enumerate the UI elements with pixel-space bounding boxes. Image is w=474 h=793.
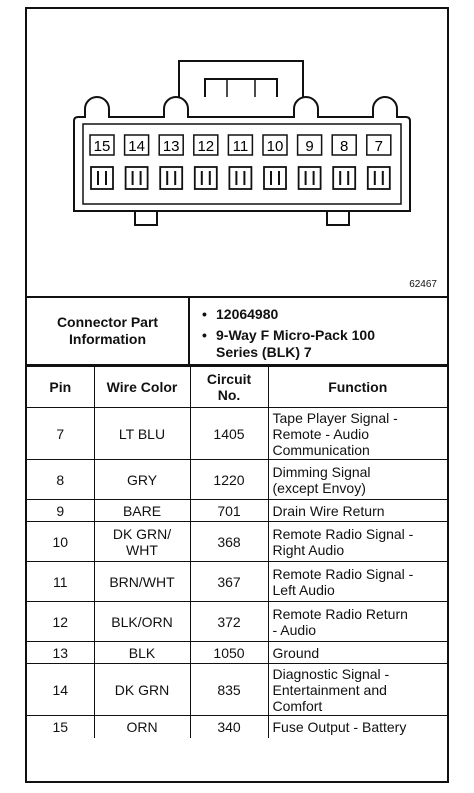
bullet: • bbox=[202, 306, 207, 322]
function-cell bbox=[268, 716, 447, 738]
terminal-slot bbox=[133, 171, 141, 185]
header-function: Function bbox=[268, 367, 447, 408]
description-line1: 9-Way F Micro-Pack 100 bbox=[216, 327, 375, 343]
wire-color-line: DK GRN bbox=[114, 681, 170, 698]
terminal-cavity bbox=[299, 167, 321, 189]
terminal-slot bbox=[340, 171, 348, 185]
function-line: Drain Wire Return bbox=[272, 502, 385, 519]
figure-number: 62467 bbox=[409, 279, 437, 290]
header-circuit-line2: No. bbox=[217, 387, 241, 403]
table-row bbox=[27, 408, 447, 460]
cavity-number: 8 bbox=[340, 138, 349, 155]
table-row bbox=[27, 642, 447, 664]
table-header-row bbox=[27, 367, 447, 408]
pin-cell: 12 bbox=[27, 602, 94, 642]
terminal-cavity bbox=[160, 167, 182, 189]
function-line: Ground bbox=[272, 644, 320, 661]
terminal-cavity bbox=[195, 167, 217, 189]
function-line: Remote - Audio bbox=[272, 425, 369, 442]
terminal-cavity bbox=[333, 167, 355, 189]
function-line: Right Audio bbox=[272, 541, 345, 558]
wire-color-cell bbox=[94, 522, 190, 562]
header-wire-color: Wire Color bbox=[94, 367, 190, 408]
function-line: Left Audio bbox=[272, 581, 335, 598]
wire-color-line: BLK/ORN bbox=[111, 613, 173, 630]
pin-cell: 8 bbox=[27, 460, 94, 500]
connector-diagram bbox=[27, 9, 447, 297]
header-circuit bbox=[190, 367, 268, 408]
description-line2: Series (BLK) 7 bbox=[216, 344, 312, 360]
circuit-cell: 835 bbox=[190, 664, 268, 716]
part-number-item bbox=[202, 306, 442, 323]
wire-color-cell bbox=[94, 562, 190, 602]
table-row bbox=[27, 716, 447, 738]
terminal-slot bbox=[98, 171, 106, 185]
cavity-number: 9 bbox=[305, 138, 314, 155]
table-row bbox=[27, 522, 447, 562]
terminal-cavity bbox=[229, 167, 251, 189]
pin-cell: 7 bbox=[27, 408, 94, 460]
function-cell bbox=[268, 408, 447, 460]
circuit-cell: 367 bbox=[190, 562, 268, 602]
terminal-cavity bbox=[91, 167, 113, 189]
cavity-number: 7 bbox=[374, 138, 383, 155]
connector-foot-left bbox=[135, 211, 157, 225]
circuit-cell: 368 bbox=[190, 522, 268, 562]
wire-color-line: WHT bbox=[126, 541, 158, 558]
pin-cell: 15 bbox=[27, 716, 94, 738]
function-line: Remote Radio Signal - bbox=[272, 565, 414, 582]
cavity-number: 11 bbox=[232, 138, 249, 155]
wire-color-line: ORN bbox=[126, 718, 158, 735]
circuit-cell: 1220 bbox=[190, 460, 268, 500]
terminal-cavity bbox=[368, 167, 390, 189]
wire-color-cell bbox=[94, 716, 190, 738]
circuit-cell: 701 bbox=[190, 500, 268, 522]
function-line: Diagnostic Signal - bbox=[272, 665, 390, 682]
wire-color-line: BLK bbox=[128, 644, 156, 661]
wire-color-line: BARE bbox=[122, 502, 162, 519]
wire-color-line: BRN/WHT bbox=[109, 573, 175, 590]
circuit-cell: 340 bbox=[190, 716, 268, 738]
part-info-label bbox=[27, 298, 190, 364]
wire-color-line: GRY bbox=[126, 471, 158, 488]
pin-cell: 13 bbox=[27, 642, 94, 664]
function-line: Dimming Signal bbox=[272, 463, 371, 480]
table-row bbox=[27, 602, 447, 642]
terminal-cavity bbox=[264, 167, 286, 189]
terminal-slot bbox=[306, 171, 314, 185]
pinout-sheet bbox=[25, 7, 449, 783]
pin-cell: 9 bbox=[27, 500, 94, 522]
part-number: 12064980 bbox=[216, 306, 279, 322]
function-line: Remote Radio Return bbox=[272, 605, 408, 622]
terminal-slot bbox=[202, 171, 210, 185]
table-row bbox=[27, 460, 447, 500]
function-line: Communication bbox=[272, 441, 370, 458]
function-line: (except Envoy) bbox=[272, 479, 366, 496]
cavity-number: 10 bbox=[266, 138, 284, 155]
function-line: Fuse Output - Battery bbox=[272, 718, 407, 735]
wire-color-line: DK GRN/ bbox=[112, 525, 172, 542]
table-row bbox=[27, 562, 447, 602]
circuit-cell: 1050 bbox=[190, 642, 268, 664]
cavity-number: 12 bbox=[197, 138, 215, 155]
wire-color-cell bbox=[94, 602, 190, 642]
wire-color-cell bbox=[94, 460, 190, 500]
function-cell bbox=[268, 602, 447, 642]
part-info-label-line1: Connector Part bbox=[56, 314, 159, 330]
description-item bbox=[202, 327, 442, 361]
table-row bbox=[27, 500, 447, 522]
function-line: Tape Player Signal - bbox=[272, 409, 398, 426]
wire-color-line: LT BLU bbox=[118, 425, 166, 442]
connector-drawing bbox=[27, 9, 447, 297]
pinout-table bbox=[27, 366, 447, 738]
circuit-cell: 372 bbox=[190, 602, 268, 642]
bullet: • bbox=[202, 327, 207, 343]
header-circuit-line1: Circuit bbox=[206, 371, 252, 387]
pin-cell: 10 bbox=[27, 522, 94, 562]
wire-color-cell bbox=[94, 664, 190, 716]
part-info-label-line2: Information bbox=[69, 331, 146, 347]
function-cell bbox=[268, 562, 447, 602]
function-cell bbox=[268, 460, 447, 500]
header-pin: Pin bbox=[27, 367, 94, 408]
terminal-slot bbox=[236, 171, 244, 185]
terminal-slot bbox=[271, 171, 279, 185]
part-info-values bbox=[202, 306, 442, 365]
terminal-slot bbox=[375, 171, 383, 185]
circuit-cell: 1405 bbox=[190, 408, 268, 460]
housing-inner-frame bbox=[83, 124, 401, 204]
function-cell bbox=[268, 642, 447, 664]
function-line: Comfort bbox=[272, 697, 323, 714]
function-line: Remote Radio Signal - bbox=[272, 525, 414, 542]
connector-part-info bbox=[27, 296, 447, 366]
latch-slot bbox=[227, 79, 255, 97]
cavity-number: 14 bbox=[128, 138, 145, 155]
terminal-slot bbox=[167, 171, 175, 185]
function-cell bbox=[268, 664, 447, 716]
wire-color-cell bbox=[94, 500, 190, 522]
pin-cell: 14 bbox=[27, 664, 94, 716]
pin-cell: 11 bbox=[27, 562, 94, 602]
cavity-number: 13 bbox=[162, 138, 180, 155]
function-cell bbox=[268, 500, 447, 522]
wire-color-cell bbox=[94, 408, 190, 460]
cavity-number: 15 bbox=[93, 138, 111, 155]
function-cell bbox=[268, 522, 447, 562]
function-line: Entertainment and bbox=[272, 681, 387, 698]
terminal-cavity bbox=[126, 167, 148, 189]
wire-color-cell bbox=[94, 642, 190, 664]
latch-inner bbox=[205, 79, 277, 97]
function-line: - Audio bbox=[272, 621, 317, 638]
connector-foot-right bbox=[327, 211, 349, 225]
table-row bbox=[27, 664, 447, 716]
